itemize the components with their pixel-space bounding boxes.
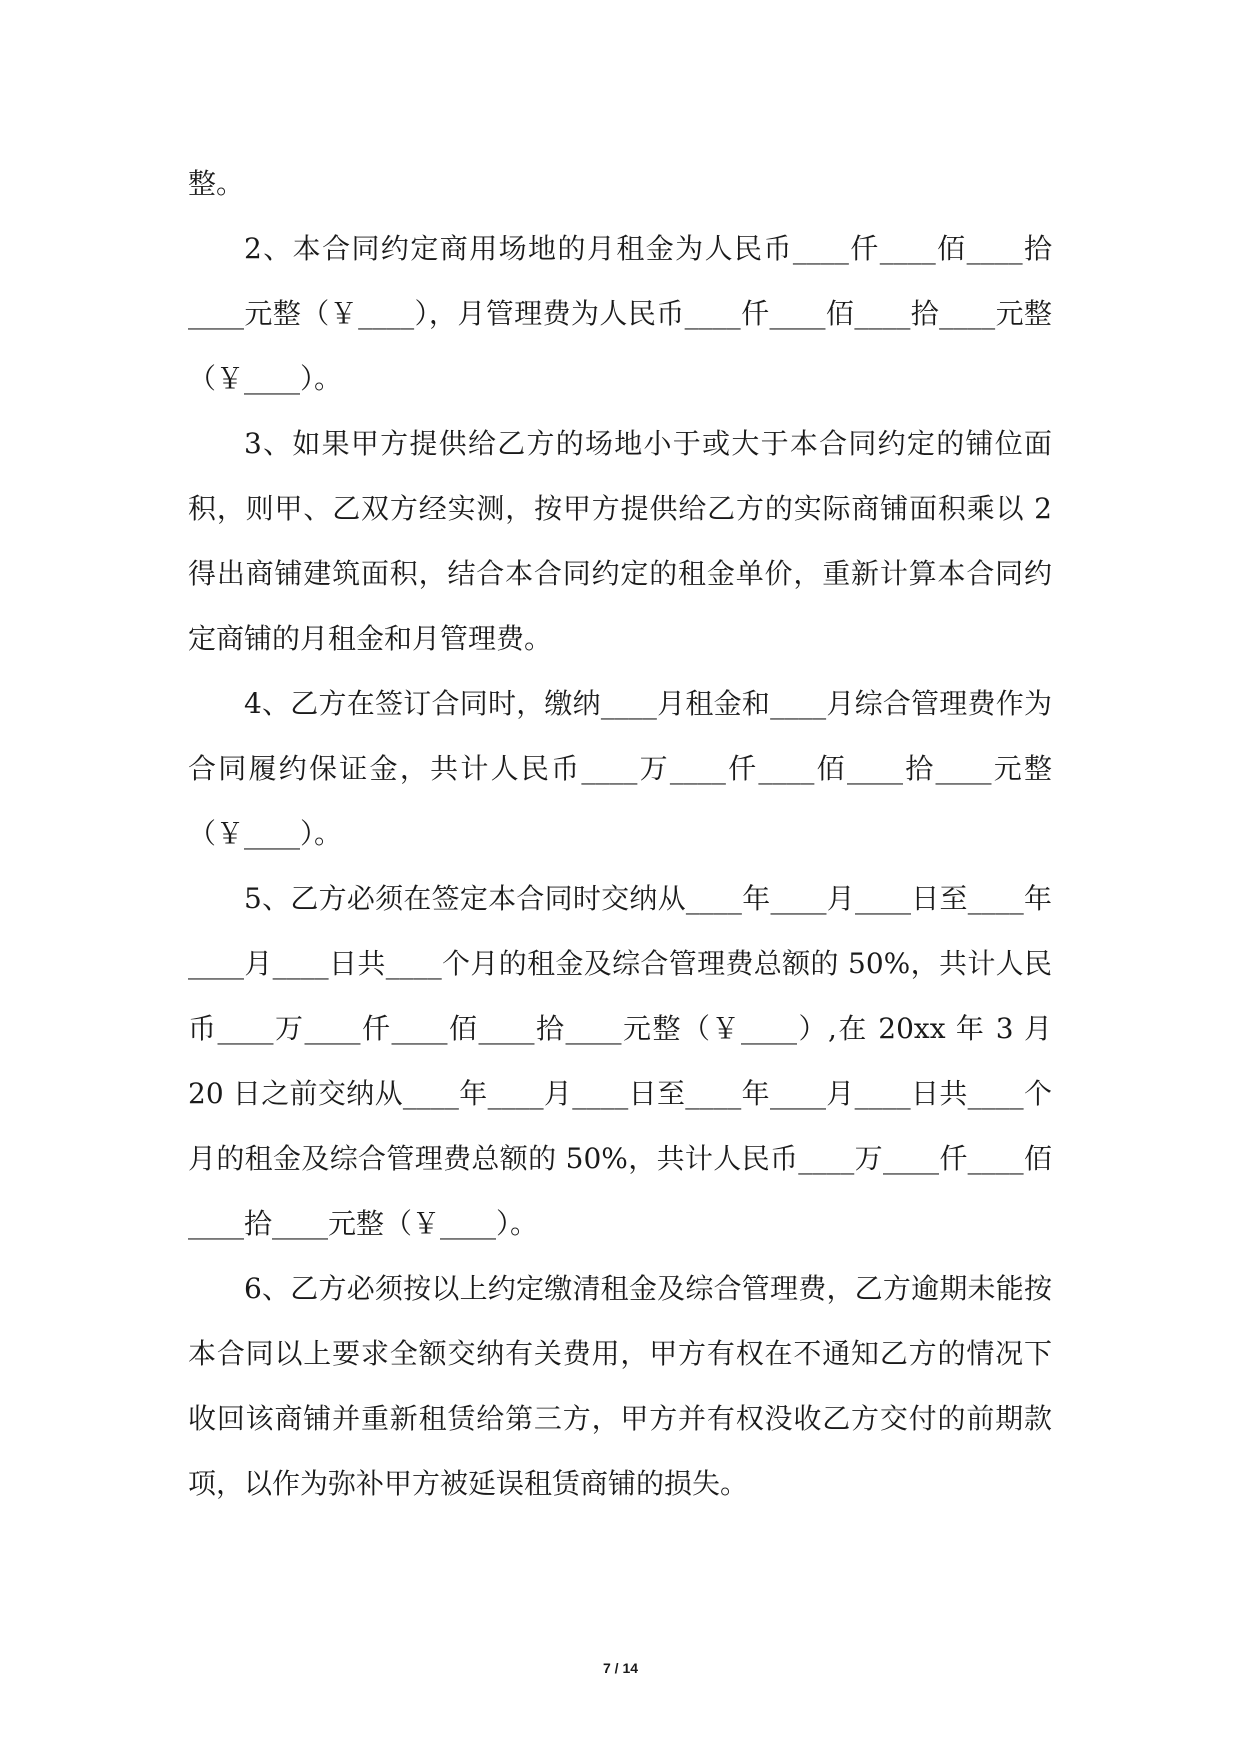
page-number: 7 / 14: [602, 1660, 639, 1676]
paragraph-continuation: 整。: [188, 167, 245, 200]
paragraph-clause-2: 2、本合同约定商用场地的月租金为人民币____仟____佰____拾____元整（￥____），月管理费为人民币____仟____佰____拾____元整（￥____）。: [188, 232, 1052, 395]
paragraph-clause-3: 3、如果甲方提供给乙方的场地小于或大于本合同约定的铺位面积，则甲、乙双方经实测，按甲方提供给乙方的实际商铺面积乘以 2 得出商铺建筑面积，结合本合同约定的租金单价，重新计算本合同约定商铺的月租金和月管理费。: [188, 427, 1052, 655]
paragraph-clause-5: 5、乙方必须在签定本合同时交纳从____年____月____日至____年____月____日共____个月的租金及综合管理费总额的 50%，共计人民币____万____仟____佰____拾____元整（￥____）,在 20xx 年 3 月 20 日之前交纳从____年____月____日至____年____月____日共____个月的租金及综合管理费总额的 50%，共计人民币____万____仟____佰____拾____元整（￥____）。: [188, 882, 1052, 1240]
paragraph-clause-4: 4、乙方在签订合同时，缴纳____月租金和____月综合管理费作为合同履约保证金，共计人民币____万____仟____佰____拾____元整（￥____）。: [188, 687, 1052, 850]
document-body: [188, 151, 1052, 1516]
paragraph-clause-6: 6、乙方必须按以上约定缴清租金及综合管理费，乙方逾期未能按本合同以上要求全额交纳有关费用，甲方有权在不通知乙方的情况下收回该商铺并重新租赁给第三方，甲方并有权没收乙方交付的前期款项，以作为弥补甲方被延误租赁商铺的损失。: [188, 1272, 1052, 1500]
